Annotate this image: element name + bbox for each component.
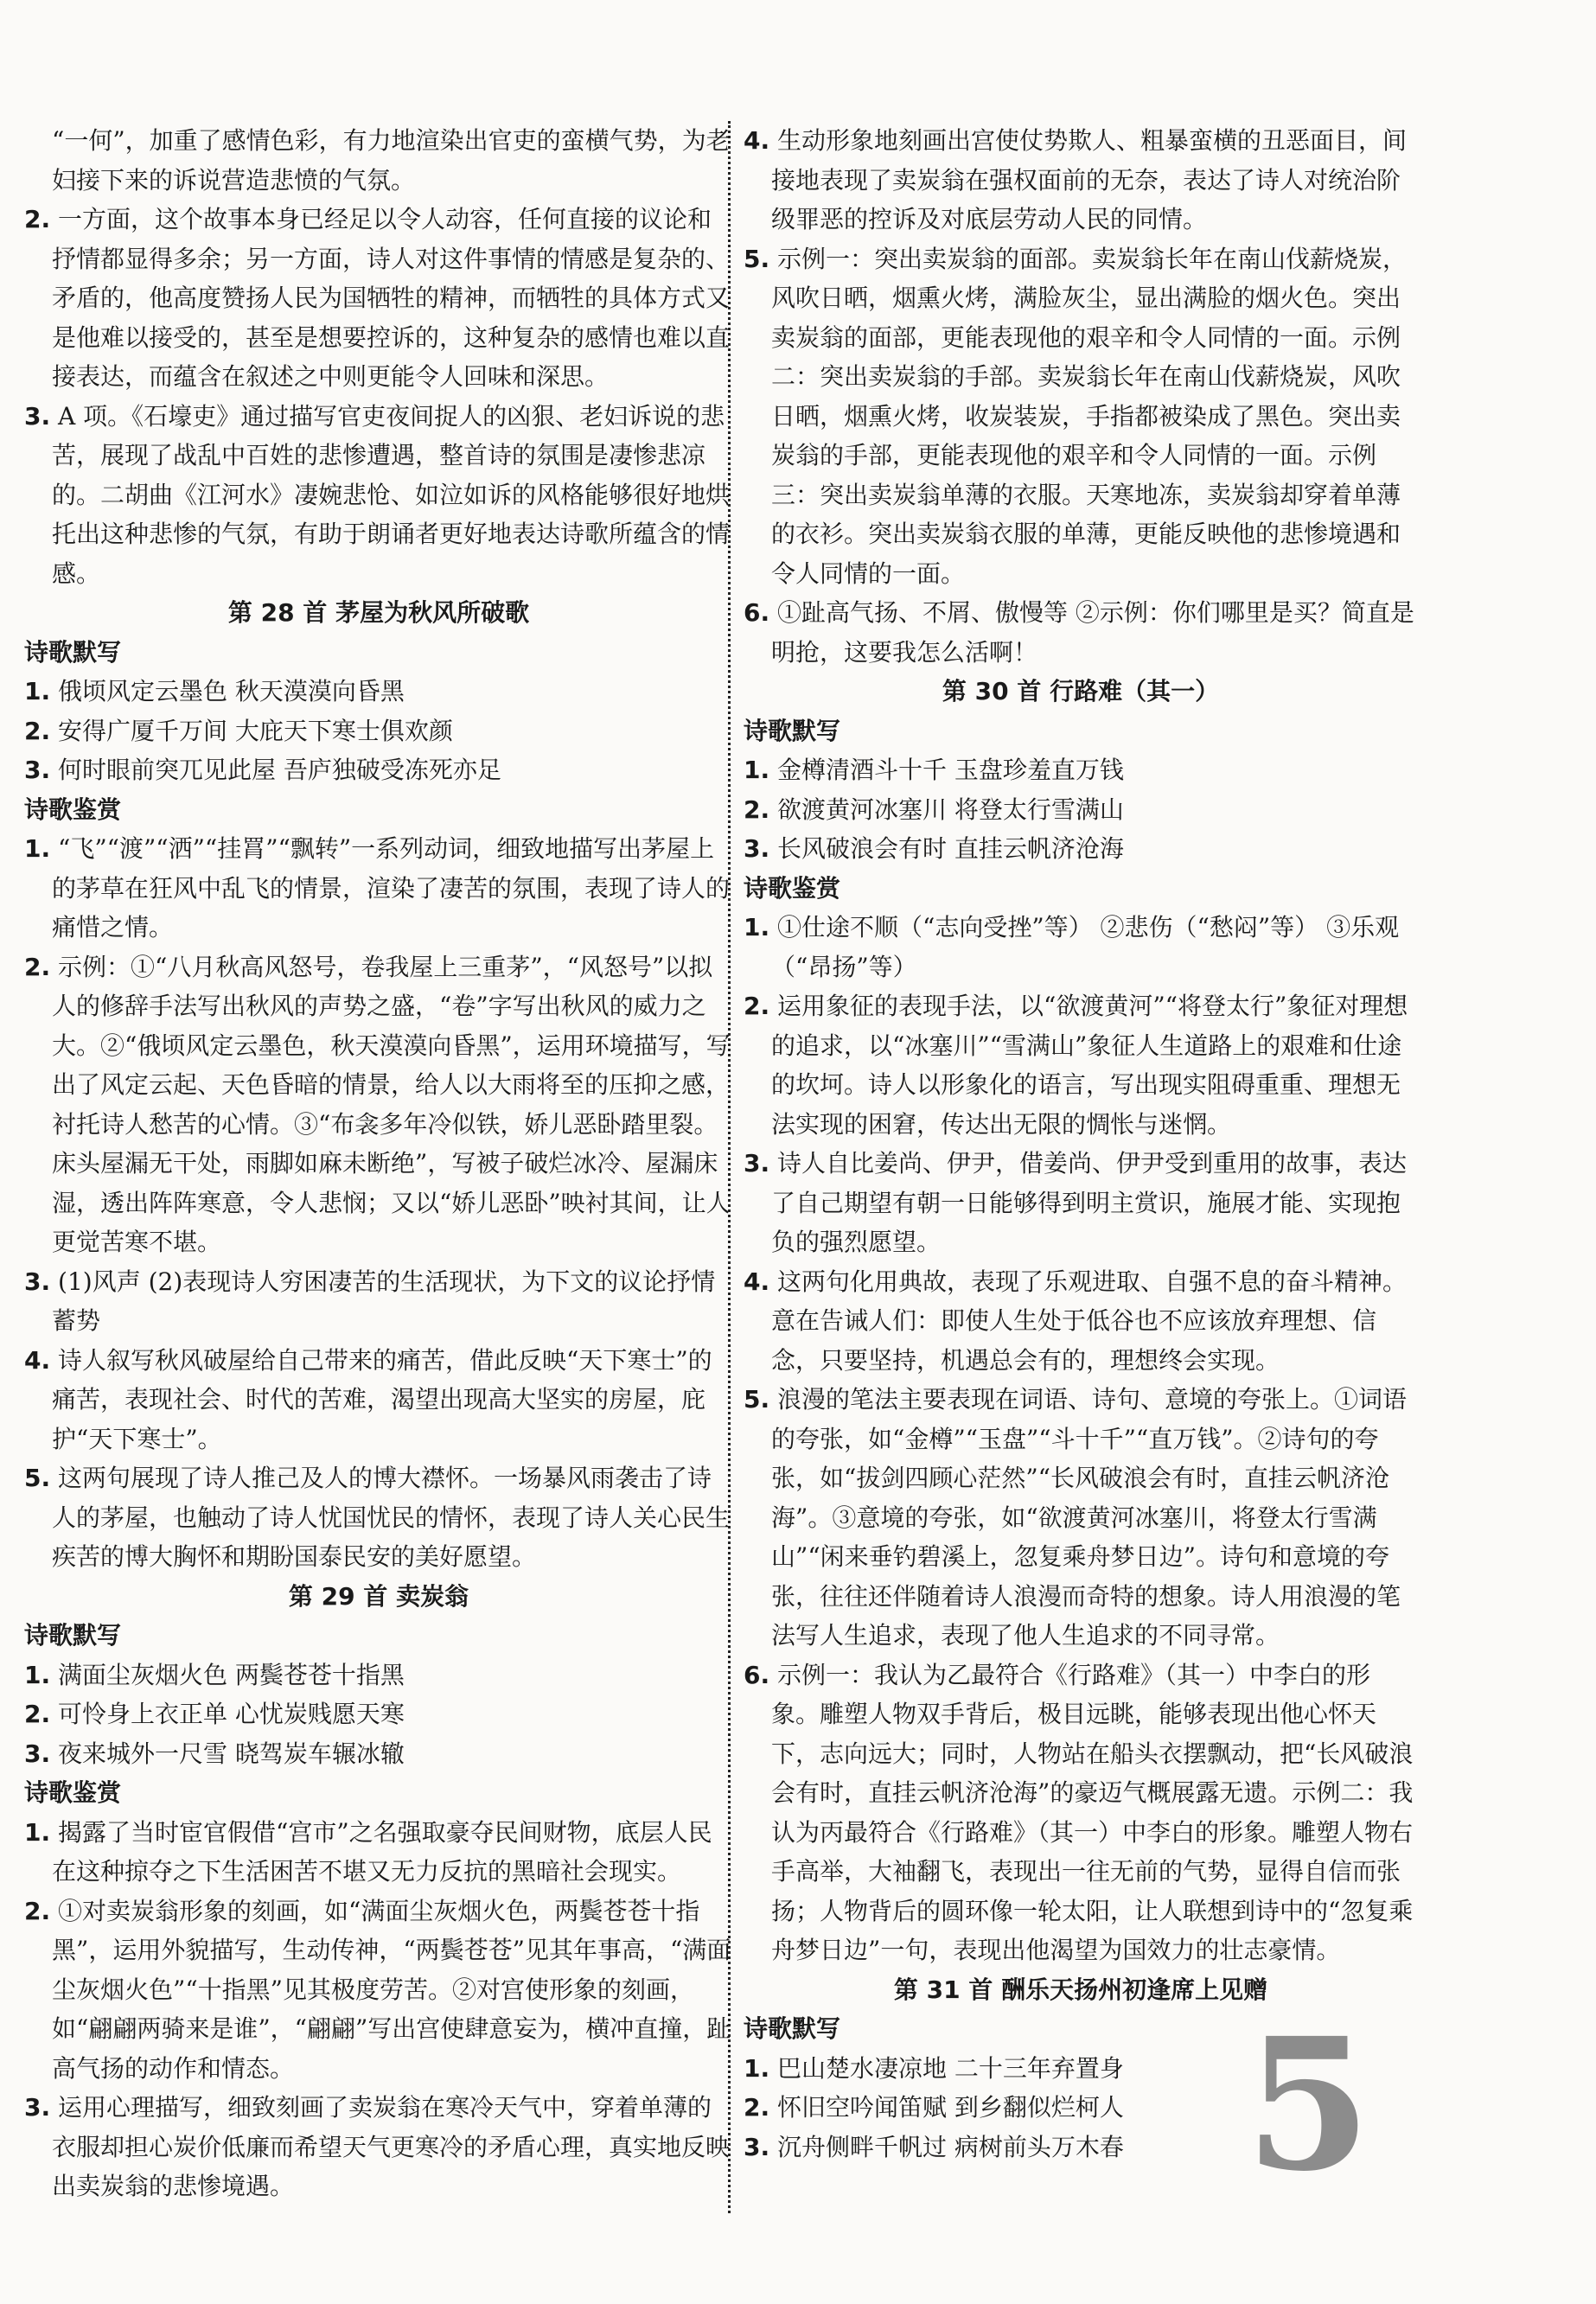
item-text: 金樽清酒斗十千 玉盘珍羞直万钱	[769, 756, 1124, 784]
item-text: 沉舟侧畔千帆过 病树前头万木春	[769, 2132, 1124, 2161]
item-text: 满面尘灰烟火色 两鬓苍苍十指黑	[50, 1660, 405, 1689]
item-number: 4.	[744, 126, 770, 155]
appreciation-item	[24, 2088, 733, 2206]
item-text: 诗人自比姜尚、伊尹，借姜尚、伊尹受到重用的故事，表达了自己期望有朝一日能够得到明主赏识，施展才能、实现抱负的强烈愿望。	[769, 1149, 1408, 1256]
item-number: 3.	[744, 2132, 770, 2161]
item-number: 5.	[744, 1385, 770, 1414]
item-number: 4.	[24, 1345, 51, 1375]
item-number: 2.	[24, 1896, 51, 1925]
item-text: 示例：①“八月秋高风怒号，卷我屋上三重茅”，“风怒号”以拟人的修辞手法写出秋风的声势之盛，“卷”字写出秋风的威力之大。②“俄顷风定云墨色，秋天漠漠向昏黑”，运用环境描写，写出了风定云起、天色昏暗的情景，给人以大雨将至的压抑之感，衬托诗人愁苦的心情。③“布衾多年冷似铁，娇儿恶卧踏里裂。床头屋漏无干处，雨脚如麻未断绝”，写被子破烂冰冷、屋漏床湿，透出阵阵寒意，令人悲悯；又以“娇儿恶卧”映衬其间，让人更觉苦寒不堪。	[50, 952, 731, 1256]
dictation-item	[24, 712, 733, 751]
item-text: 示例一：突出卖炭翁的面部。卖炭翁长年在南山伐薪烧炭，风吹日晒，烟熏火烤，满脸灰尘，显出满脸的烟火色。突出卖炭翁的面部，更能表现他的艰辛和令人同情的一面。示例二：突出卖炭翁的手部。卖炭翁长年在南山伐薪烧炭，风吹日晒，烟熏火烤，收炭装炭，手指都被染成了黑色。突出卖炭翁的手部，更能表现他的艰辛和令人同情的一面。示例三：突出卖炭翁单薄的衣服。天寒地冻，卖炭翁却穿着单薄的衣衫。突出卖炭翁衣服的单薄，更能反映他的悲惨境遇和令人同情的一面。	[769, 244, 1408, 588]
appreciation-item	[24, 1458, 733, 1577]
q29-appreciation-list	[24, 1813, 733, 2206]
appreciation-item	[744, 1656, 1418, 1970]
item-text: 安得广厦千万间 大庇天下寒士俱欢颜	[50, 716, 453, 745]
dictation-item	[24, 672, 733, 712]
item-text: 俄顷风定云墨色 秋天漠漠向昏黑	[50, 677, 405, 705]
q30-appreciation-list	[744, 908, 1418, 1970]
item-number: 2.	[24, 952, 51, 981]
item-text: 巴山楚水凄凉地 二十三年弃置身	[769, 2053, 1124, 2083]
appreciation-item	[744, 986, 1418, 1144]
item-number: 6.	[744, 598, 770, 627]
item-number: 1.	[24, 1817, 51, 1847]
q30-dictation-heading: 诗歌默写	[744, 716, 841, 745]
item-number: 3.	[744, 1149, 770, 1178]
item-text: ①对卖炭翁形象的刻画，如“满面尘灰烟火色，两鬓苍苍十指黑”，运用外貌描写，生动传神，“两鬓苍苍”见其年事高，“满面尘灰烟火色”“十指黑”见其极度劳苦。②对宫使形象的刻画，如“翩翩两骑来是谁”，“翩翩”写出宫使肆意妄为，横冲直撞，趾高气扬的动作和情态。	[50, 1896, 731, 2083]
dictation-item	[24, 1734, 733, 1774]
q29-appreciation-heading: 诗歌鉴赏	[24, 1778, 122, 1807]
item-text: ①趾高气扬、不屑、傲慢等 ②示例：你们哪里是买？简直是明抢，这要我怎么活啊！	[769, 598, 1414, 667]
item-number: 2.	[24, 1700, 51, 1728]
item-text: 揭露了当时宦官假借“宫市”之名强取豪夺民间财物，底层人民在这种掠夺之下生活困苦不堪又无力反抗的黑暗社会现实。	[50, 1817, 712, 1886]
item-number: 2.	[744, 795, 770, 824]
q30-dictation-list	[744, 750, 1418, 869]
q29-dictation-list	[24, 1656, 733, 1774]
dictation-item	[744, 790, 1418, 830]
item-text: 怀旧空吟闻笛赋 到乡翻似烂柯人	[769, 2093, 1124, 2122]
appreciation-item	[24, 829, 733, 948]
item-number: 2.	[744, 992, 770, 1020]
item-number: 1.	[744, 756, 770, 784]
page-number: 5	[1245, 1998, 1372, 2211]
item-number: 5.	[744, 244, 770, 273]
item-text: 何时眼前突兀见此屋 吾庐独破受冻死亦足	[50, 756, 501, 784]
appreciation-item	[744, 239, 1418, 594]
item-text: 运用心理描写，细致刻画了卖炭翁在寒冷天气中，穿着单薄的衣服却担心炭价低廉而希望天气更寒冷的矛盾心理，真实地反映出卖炭翁的悲惨境遇。	[50, 2093, 731, 2200]
dictation-item	[24, 750, 733, 790]
item-text: 这两句化用典故，表现了乐观进取、自强不息的奋斗精神。意在告诫人们：即使人生处于低谷也不应该放弃理想、信念，只要坚持，机遇总会有的，理想终会实现。	[769, 1267, 1408, 1375]
appreciation-item	[24, 1813, 733, 1892]
item-number: 5.	[24, 1464, 51, 1492]
dictation-item	[744, 829, 1418, 869]
q27-answer-1-tail: “一何”，加重了感情色彩，有力地渲染出官吏的蛮横气势，为老妇接下来的诉说营造悲愤的气氛。	[52, 126, 731, 195]
item-text: ①仕途不顺（“志向受挫”等） ②悲伤（“愁闷”等） ③乐观（“昂扬”等）	[769, 913, 1400, 981]
q28-dictation-list	[24, 672, 733, 790]
item-text: 欲渡黄河冰塞川 将登太行雪满山	[769, 795, 1124, 824]
item-number: 1.	[24, 834, 51, 863]
appreciation-item	[24, 1341, 733, 1459]
q27-answer-2: 2. 一方面，这个故事本身已经足以令人动容，任何直接的议论和抒情都显得多余；另一方面，诗人对这件事情的情感是复杂的、矛盾的，他高度赞扬人民为国牺牲的精神，而牺牲的具体方式又是他难以接受的，甚至是想要控诉的，这种复杂的感情也难以直接表达，而蕴含在叙述之中则更能令人回味和深思。	[24, 205, 731, 391]
appreciation-item	[24, 1262, 733, 1341]
item-text: 示例一：我认为乙最符合《行路难》（其一）中李白的形象。雕塑人物双手背后，极目远眺，能够表现出他心怀天下，志向远大；同时，人物站在船头衣摆飘动，把“长风破浪会有时，直挂云帆济沧海”的豪迈气概展露无遗。示例二：我认为丙最符合《行路难》（其一）中李白的形象。雕塑人物右手高举，大袖翻飞，表现出一往无前的气势，显得自信而张扬；人物背后的圆环像一轮太阳，让人联想到诗中的“忽复乘舟梦日边”一句，表现出他渴望为国效力的壮志豪情。	[769, 1660, 1414, 1964]
right-column	[744, 121, 1418, 2167]
q30-appreciation-heading: 诗歌鉴赏	[744, 873, 841, 903]
q28-title: 第 28 首 茅屋为秋风所破歌	[227, 598, 530, 627]
q30-title: 第 30 首 行路难（其一）	[942, 677, 1220, 705]
q31-title: 第 31 首 酬乐天扬州初逢席上见赠	[893, 1975, 1268, 2004]
q29-appreciation-continued	[744, 121, 1418, 672]
appreciation-item	[24, 1892, 733, 2089]
item-text: 诗人叙写秋风破屋给自己带来的痛苦，借此反映“天下寒士”的痛苦，表现社会、时代的苦难，渴望出现高大坚实的房屋，庇护“天下寒士”。	[50, 1345, 712, 1453]
item-number: 3.	[24, 1739, 51, 1768]
appreciation-item	[744, 1144, 1418, 1262]
item-number: 3.	[24, 2093, 51, 2122]
dictation-item	[24, 1694, 733, 1734]
item-text: 生动形象地刻画出宫使仗势欺人、粗暴蛮横的丑恶面目，间接地表现了卖炭翁在强权面前的无奈，表达了诗人对统治阶级罪恶的控诉及对底层劳动人民的同情。	[769, 126, 1408, 233]
dictation-item	[744, 750, 1418, 790]
item-text: 长风破浪会有时 直挂云帆济沧海	[769, 834, 1124, 863]
item-text: 可怜身上衣正单 心忧炭贱愿天寒	[50, 1700, 405, 1728]
item-number: 2.	[744, 2093, 770, 2122]
left-column	[24, 121, 733, 2206]
item-number: 1.	[24, 1660, 51, 1689]
item-number: 6.	[744, 1660, 770, 1689]
appreciation-item	[744, 908, 1418, 986]
item-text: 浪漫的笔法主要表现在词语、诗句、意境的夸张上。①词语的夸张，如“金樽”“玉盘”“斗十千”“直万钱”。②诗句的夸张，如“拔剑四顾心茫然”“长风破浪会有时，直挂云帆济沧海”。③意境的夸张，如“欲渡黄河冰塞川，将登太行雪满山”“闲来垂钓碧溪上，忽复乘舟梦日边”。诗句和意境的夸张，往往还伴随着诗人浪漫而奇特的想象。诗人用浪漫的笔法写人生追求，表现了他人生追求的不同寻常。	[769, 1385, 1408, 1650]
q28-appreciation-list	[24, 829, 733, 1577]
appreciation-item	[744, 593, 1418, 672]
item-number: 3.	[24, 756, 51, 784]
appreciation-item	[744, 121, 1418, 239]
item-text: 运用象征的表现手法，以“欲渡黄河”“将登太行”象征对理想的追求，以“冰塞川”“雪满山”象征人生道路上的艰难和仕途的坎坷。诗人以形象化的语言，写出现实阻碍重重、理想无法实现的困窘，传达出无限的惆怅与迷惘。	[769, 992, 1408, 1139]
dictation-item	[24, 1656, 733, 1695]
item-number: 4.	[744, 1267, 770, 1296]
q29-dictation-heading: 诗歌默写	[24, 1621, 122, 1650]
item-text: (1)风声 (2)表现诗人穷困凄苦的生活现状，为下文的议论抒情蓄势	[50, 1267, 716, 1335]
item-number: 1.	[744, 913, 770, 941]
item-number: 3.	[744, 834, 770, 863]
item-text: “飞”“渡”“洒”“挂罥”“飘转”一系列动词，细致地描写出茅屋上的茅草在狂风中乱飞的情景，渲染了凄苦的氛围，表现了诗人的痛惜之情。	[50, 834, 731, 941]
q29-title: 第 29 首 卖炭翁	[288, 1581, 469, 1611]
item-number: 1.	[744, 2053, 770, 2083]
item-number: 3.	[24, 1267, 51, 1296]
q28-appreciation-heading: 诗歌鉴赏	[24, 795, 122, 824]
item-number: 2.	[24, 716, 51, 745]
item-number: 1.	[24, 677, 51, 705]
appreciation-item	[744, 1262, 1418, 1381]
q31-dictation-heading: 诗歌默写	[744, 2014, 841, 2043]
item-text: 这两句展现了诗人推己及人的博大襟怀。一场暴风雨袭击了诗人的茅屋，也触动了诗人忧国忧民的情怀，表现了诗人关心民生疾苦的博大胸怀和期盼国泰民安的美好愿望。	[50, 1464, 731, 1571]
q28-dictation-heading: 诗歌默写	[24, 637, 122, 667]
appreciation-item	[744, 1380, 1418, 1656]
item-text: 夜来城外一尺雪 晓驾炭车辗冰辙	[50, 1739, 405, 1768]
appreciation-item	[24, 948, 733, 1262]
q27-answer-3: 3. A 项。《石壕吏》通过描写官吏夜间捉人的凶狠、老妇诉说的悲苦，展现了战乱中百姓的悲惨遭遇，整首诗的氛围是凄惨悲凉的。二胡曲《江河水》凄婉悲怆、如泣如诉的风格能够很好地烘托出这种悲惨的气氛，有助于朗诵者更好地表达诗歌所蕴含的情感。	[24, 401, 731, 588]
